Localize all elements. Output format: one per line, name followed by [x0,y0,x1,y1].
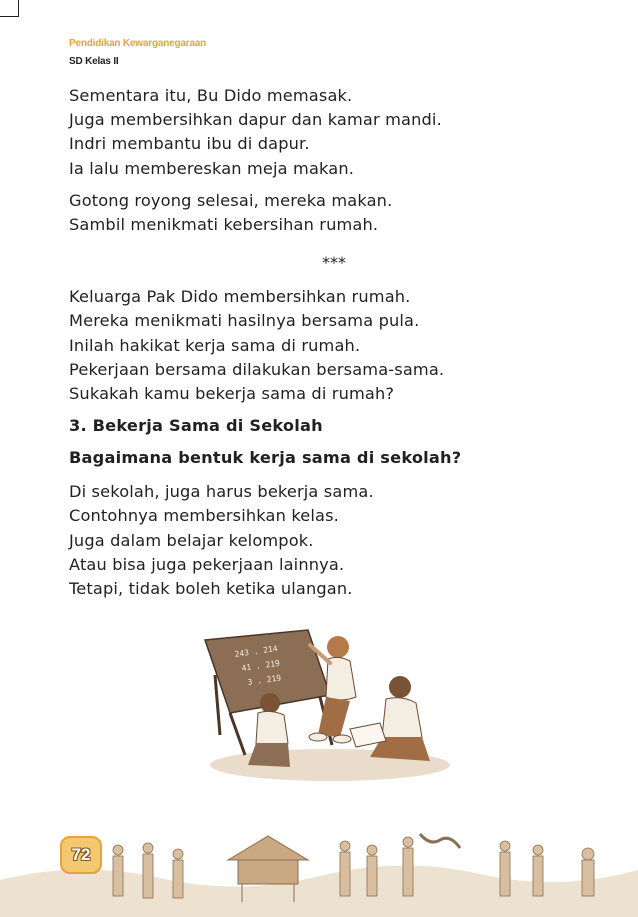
text-line: Sukakah kamu bekerja sama di rumah? [69,384,395,404]
page-content [69,84,589,609]
page-number-badge [60,836,102,874]
text-line: Contohnya membersihkan kelas. [69,506,339,526]
kris-dagger-icon [420,834,460,848]
paragraph [69,480,589,601]
header-grade: SD Kelas II [69,56,119,67]
girl-reading-figure [350,676,430,761]
text-line: Keluarga Pak Dido membersihkan rumah. [69,287,411,307]
paragraph [69,285,589,406]
text-line: Pekerjaan bersama dilakukan bersama-sama. [69,359,445,379]
text-line: Ia lalu membereskan meja makan. [69,158,355,178]
paragraph [69,189,589,237]
crop-mark-top-left-h [0,16,18,17]
text-line: Tetapi, tidak boleh ketika ulangan. [69,579,353,599]
text-line: Juga dalam belajar kelompok. [69,530,314,550]
text-line: Sementara itu, Bu Dido memasak. [69,86,353,105]
board-text-line: 243 . 214 [234,644,279,659]
crop-mark-top-left-v [18,0,19,17]
text-line: Di sekolah, juga harus bekerja sama. [69,482,374,502]
running-header [69,38,206,67]
section-question: Bagaimana bentuk kerja sama di sekolah? [69,448,462,468]
text-line: Sambil menikmati kebersihan rumah. [69,215,379,235]
text-line: Indri membantu ibu di dapur. [69,134,310,154]
board-text-line: 41 . 219 [241,658,281,673]
text-line: Inilah hakikat kerja sama di rumah. [69,335,361,355]
illustration-children-studying [190,625,450,785]
section-heading: 3. Bekerja Sama di Sekolah [69,416,323,436]
text-line: Mereka menikmati hasilnya bersama pula. [69,311,420,331]
section-separator: *** [322,253,346,273]
text-line: Gotong royong selesai, mereka makan. [69,190,393,210]
text-line: Atau bisa juga pekerjaan lainnya. [69,554,345,574]
page-number: 72 [71,845,91,864]
header-subject: Pendidikan Kewarganegaraan [69,38,207,49]
board-text-line: 3 . 219 [247,673,282,687]
paragraph [69,84,589,181]
text-line: Juga membersihkan dapur dan kamar mandi. [69,110,442,130]
